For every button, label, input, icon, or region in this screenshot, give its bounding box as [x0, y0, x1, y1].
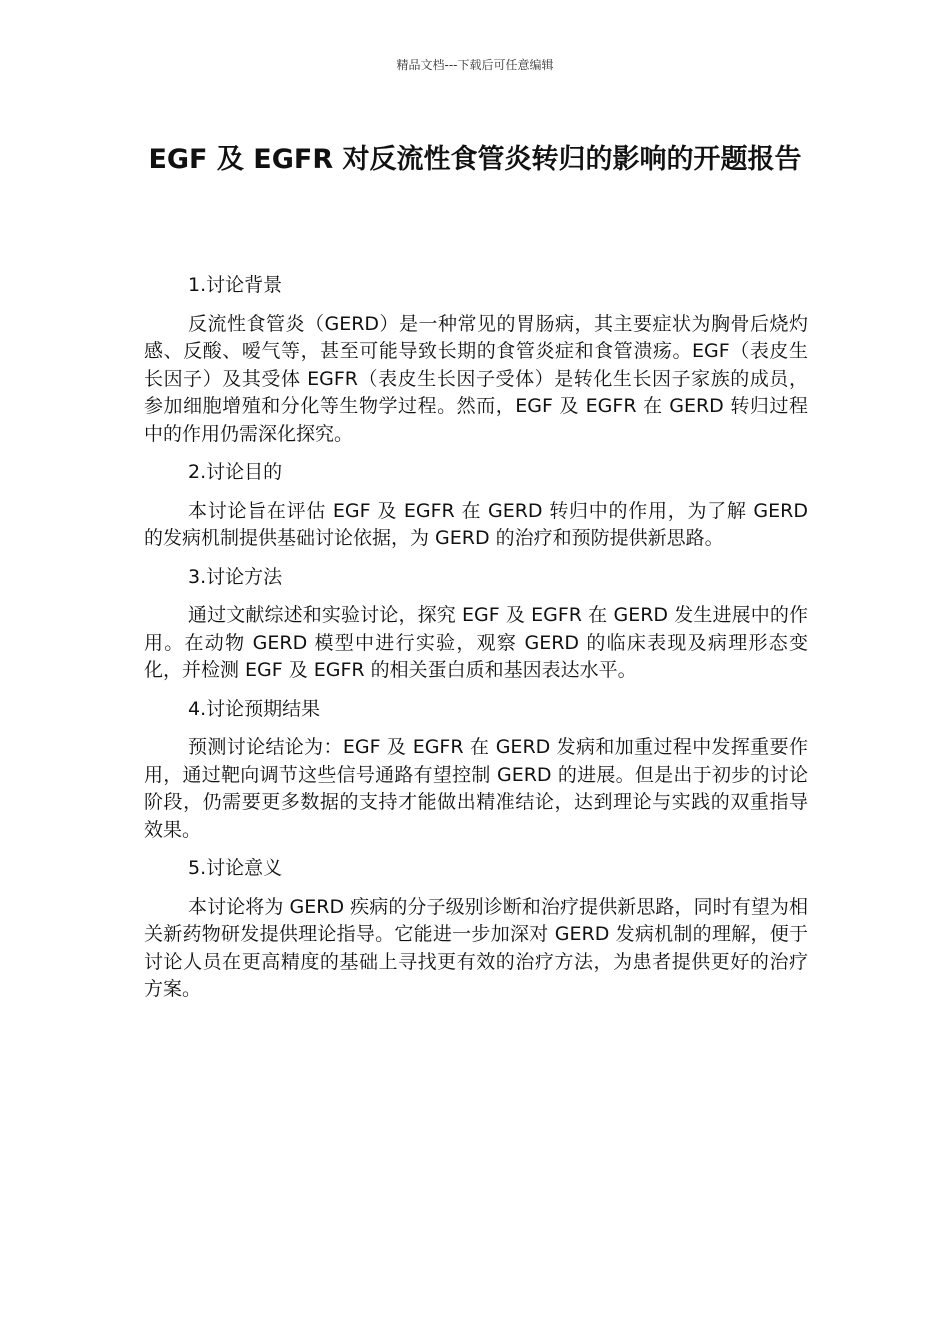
section-heading-significance: 5.讨论意义 — [188, 857, 283, 879]
section-heading-background: 1.讨论背景 — [188, 274, 283, 296]
document-body — [144, 272, 808, 1015]
section-heading-method: 3.讨论方法 — [188, 565, 283, 588]
section-paragraph-method: 通过文献综述和实验讨论，探究 EGF 及 EGFR 在 GERD 发生进展中的作用。在动物 GERD 模型中进行实验，观察 GERD 的临床表现及病理形态变化，并检测 EGF 及 EGFR 的相关蛋白质和基因表达水平。 — [144, 604, 808, 681]
document-title: EGF 及 EGFR 对反流性食管炎转归的影响的开题报告 — [148, 144, 802, 175]
header-note: 精品文档---下载后可任意编辑 — [396, 58, 554, 72]
section-paragraph-purpose: 本讨论旨在评估 EGF 及 EGFR 在 GERD 转归中的作用，为了解 GERD 的发病机制提供基础讨论依据，为 GERD 的治疗和预防提供新思路。 — [144, 499, 808, 549]
section-heading-purpose: 2.讨论目的 — [188, 461, 283, 483]
section-paragraph-expected-results: 预测讨论结论为：EGF 及 EGFR 在 GERD 发病和加重过程中发挥重要作用，通过靶向调节这些信号通路有望控制 GERD 的进展。但是出于初步的讨论阶段，仍需要更多数据的支持才能做出精准结论，达到理论与实践的双重指导效果。 — [144, 736, 808, 841]
section-paragraph-significance: 本讨论将为 GERD 疾病的分子级别诊断和治疗提供新思路，同时有望为相关新药物研发提供理论指导。它能进一步加深对 GERD 发病机制的理解，便于讨论人员在更高精度的基础上寻找更有效的治疗方法，为患者提供更好的治疗方案。 — [144, 895, 808, 1000]
section-paragraph-background: 反流性食管炎（GERD）是一种常见的胃肠病，其主要症状为胸骨后烧灼感、反酸、嗳气等，甚至可能导致长期的食管炎症和食管溃疡。EGF（表皮生长因子）及其受体 EGFR（表皮生长因子受体）是转化生长因子家族的成员，参加细胞增殖和分化等生物学过程。然而，EGF 及 EGFR 在 GERD 转归过程中的作用仍需深化探究。 — [144, 312, 808, 445]
section-heading-expected-results: 4.讨论预期结果 — [188, 697, 321, 720]
